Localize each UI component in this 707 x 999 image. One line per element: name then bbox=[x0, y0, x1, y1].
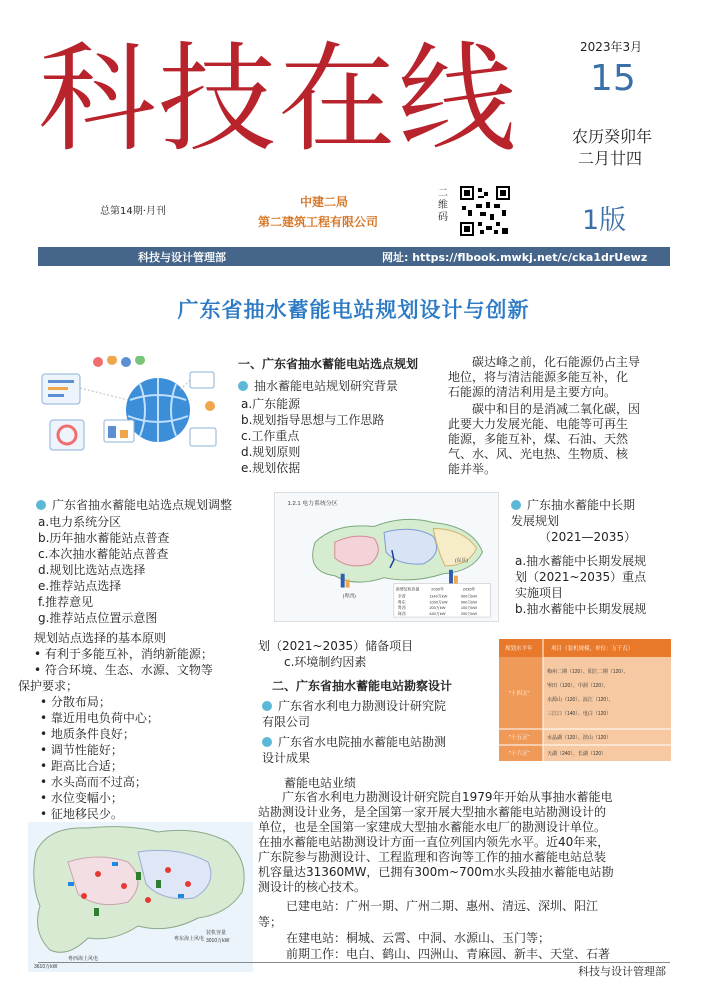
masthead-title: 科技在线 bbox=[38, 30, 519, 168]
map2-label: 装机容量 bbox=[206, 930, 227, 936]
list-item: • 距高比合适； bbox=[40, 759, 123, 773]
list-item: • 有利于多能互补，消纳新能源； bbox=[34, 647, 213, 661]
map1-table-cell: 100万kW bbox=[460, 605, 477, 611]
table-cell: 梅州二期（120）、阳江二期（120）、 bbox=[547, 669, 629, 675]
building-stations: 在建电站：桐城、云霄、中洞、水源山、玉门等； bbox=[286, 931, 551, 945]
power-grid-zone-map bbox=[274, 492, 499, 622]
qr-label: 二维码 bbox=[438, 188, 448, 223]
qr-code-icon[interactable] bbox=[460, 186, 510, 236]
table-cell: 水源山（120）、浪江（120）、 bbox=[547, 697, 614, 703]
section2-subs: 广东省水利电力勘测设计研究院 有限公司 广东省水电院抽水蓄能电站勘测 设计成果 bbox=[262, 699, 447, 765]
issue-date: 2023年3月 bbox=[580, 40, 643, 54]
principles-heading: 规划站点选择的基本原则 bbox=[34, 631, 167, 645]
map1-table-cell: 粤东 bbox=[397, 599, 406, 605]
map1-table-cell: 1000万kW bbox=[429, 599, 448, 605]
table-period: "十四五" bbox=[509, 691, 530, 697]
map1-table-head: 新增装机容量 bbox=[395, 586, 420, 592]
lunar-date-day: 二月廿四 bbox=[578, 149, 643, 168]
map2-label: 粤西海上风电 bbox=[68, 956, 99, 962]
list-item: a.广东能源 bbox=[241, 397, 301, 411]
publisher-name: 中建二局 bbox=[300, 195, 349, 209]
issue-day: 15 bbox=[590, 58, 636, 99]
list-item: d.规划原则 bbox=[241, 445, 301, 459]
list-item: f.推荐意见 bbox=[38, 595, 94, 609]
list-item: • 地质条件良好； bbox=[40, 727, 135, 741]
section1-heading: 一、广东省抽水蓄能电站选点规划 bbox=[238, 357, 419, 371]
map1-label-east: (东区) bbox=[454, 558, 469, 564]
website-link[interactable]: 网址: https://flbook.mwkj.net/c/cka1drUewz bbox=[382, 251, 648, 264]
guangdong-station-map bbox=[28, 822, 253, 972]
list-item: e.规划依据 bbox=[241, 461, 301, 475]
table-cell: 天湖（240）、长湖（120） bbox=[547, 751, 607, 757]
section2-body: 广东省水利电力勘测设计研究院自1979年开始从事抽水蓄能电 站勘测设计业务，是全国第一家开展大型抽水蓄能电站勘测设计的 单位，也是全国第一家建成大型抽水蓄能水电厂的勘测设计单位。 在抽水蓄能电站勘测设计方面一直位列国内领先水平。近40年来， 广东院参与勘测设计、工程监理和咨询等工作的抽水蓄能电站总装 机容量达31360MW，已拥有300m~700m水头段抽水蓄能电站勘 测设计的核心技术。 bbox=[258, 790, 614, 894]
list-item: a.电力系统分区 bbox=[38, 515, 122, 529]
list-item: • 调节性能好； bbox=[40, 743, 123, 757]
list-item: b.规划指导思想与工作思路 bbox=[241, 413, 385, 427]
map1-table-cell: 200万kW bbox=[429, 605, 446, 611]
list-item: b.历年抽水蓄能站点普查 bbox=[38, 531, 170, 545]
section2-heading: 二、广东省抽水蓄能电站勘察设计 bbox=[272, 679, 453, 693]
section1-subheading: 抽水蓄能电站规划研究背景 bbox=[238, 378, 398, 394]
map2-label: 粤东海上风电 bbox=[174, 936, 205, 942]
edition-number: 1版 bbox=[582, 205, 627, 236]
intro-text: 碳达峰之前，化石能源仍占主导 地位，将与清洁能源多能互补，化 石能源的清洁利用是主要方向。 碳中和目的是消减二氧化碳，因 此要大力发展光能、电能等可再生 能源，多能互补，煤、石油、天然 气、水、风、光电热、生物质、核 能并举。 bbox=[448, 355, 641, 476]
longterm-subheading: 广东抽水蓄能中长期 bbox=[511, 497, 671, 513]
principles-block bbox=[18, 630, 213, 822]
table-header: 项目（装机规模，单位：万千瓦） bbox=[551, 646, 634, 652]
bullet-dot-icon bbox=[238, 381, 248, 391]
plan-projects-table bbox=[499, 639, 671, 761]
map2-label: 3010万kW bbox=[206, 938, 230, 944]
bullet-dot-icon bbox=[262, 701, 272, 711]
map1-label-west: (粤西) bbox=[342, 594, 356, 600]
issue-number: 总第14期·月刊 bbox=[100, 206, 166, 217]
map1-table-head: 2035年 bbox=[462, 586, 476, 592]
list-item: • 征地移民少。 bbox=[40, 807, 123, 821]
list-item: d.规划比选站点选择 bbox=[38, 563, 146, 577]
map1-table-cell: 粤西 bbox=[397, 605, 406, 611]
map1-table-cell: 全省 bbox=[397, 593, 406, 599]
map2-label: 3610万kW bbox=[34, 964, 58, 970]
table-period: "十五五" bbox=[509, 735, 530, 741]
bullet-dot-icon bbox=[511, 500, 521, 510]
section1-list bbox=[241, 396, 384, 476]
list-item: c.工作重点 bbox=[241, 429, 300, 443]
list-item: • 水位变幅小； bbox=[40, 791, 123, 805]
list-item: c.本次抽水蓄能站点普查 bbox=[38, 547, 169, 561]
built-stations-cont: 等； bbox=[258, 915, 283, 929]
longterm-item-c: c.环境制约因素 bbox=[284, 655, 367, 669]
preliminary-stations: 前期工作：电白、鹤山、四洲山、青麻园、新丰、天堂、石著 bbox=[286, 947, 611, 961]
energy-network-illustration bbox=[40, 356, 220, 462]
map1-table-cell: 900万kW bbox=[460, 599, 477, 605]
publisher-company: 第二建筑工程有限公司 bbox=[258, 215, 379, 229]
list-item: e.推荐站点选择 bbox=[38, 579, 122, 593]
adjust-list bbox=[38, 514, 169, 626]
bullet-dot-icon bbox=[262, 737, 272, 747]
list-item: • 符合环境、生态、水源、文物等 bbox=[34, 663, 213, 677]
map1-table-cell: 900万kW bbox=[460, 593, 477, 599]
map1-table-cell: 200万kW bbox=[460, 611, 477, 617]
list-item: • 水头高而不过高； bbox=[40, 775, 147, 789]
table-cell: 水晶湖（120）、滨山（120） bbox=[547, 735, 612, 741]
table-header: 规划水平年 bbox=[505, 646, 533, 652]
built-stations: 已建电站：广州一期、广州二期、惠州、清远、深圳、阳江 bbox=[286, 899, 599, 913]
map1-table-cell: 440万kW bbox=[429, 611, 446, 617]
list-item: • 靠近用电负荷中心； bbox=[40, 711, 159, 725]
list-item: • 分散布局； bbox=[40, 695, 111, 709]
lunar-date-year: 农历癸卯年 bbox=[572, 127, 653, 146]
table-period: "十六五" bbox=[509, 751, 530, 757]
footer-department: 科技与设计管理部 bbox=[578, 965, 666, 978]
map1-table-cell: 1140万kW bbox=[429, 593, 448, 599]
table-cell: 岑田（120）、中洞（120）、 bbox=[547, 683, 609, 689]
map1-table-head: 2030年 bbox=[431, 586, 444, 592]
longterm-item-b-cont: 划（2021~2035）储备项目 bbox=[258, 639, 414, 653]
table-cell: 三江口（140）、电白（120） bbox=[547, 711, 612, 717]
list-item: g.推荐站点位置示意图 bbox=[38, 611, 158, 625]
adjust-subheading: 广东省抽水蓄能电站选点规划调整 bbox=[36, 497, 232, 513]
map1-table-cell: 珠西 bbox=[397, 611, 406, 617]
department-label: 科技与设计管理部 bbox=[138, 251, 226, 264]
map1-title: 1.2.1 电力系统分区 bbox=[287, 500, 338, 507]
list-item: 保护要求； bbox=[18, 679, 79, 693]
performance-title: 蓄能电站业绩 bbox=[284, 776, 357, 790]
footer-divider bbox=[38, 962, 670, 963]
longterm-block: 广东抽水蓄能中长期 发展规划 （2021—2035） a.抽水蓄能中长期发展规 划（2021~2035）重点 实施项目 b.抽水蓄能中长期发展规 bbox=[511, 497, 671, 617]
headline: 广东省抽水蓄能电站规划设计与创新 bbox=[177, 298, 530, 322]
bullet-dot-icon bbox=[36, 500, 46, 510]
